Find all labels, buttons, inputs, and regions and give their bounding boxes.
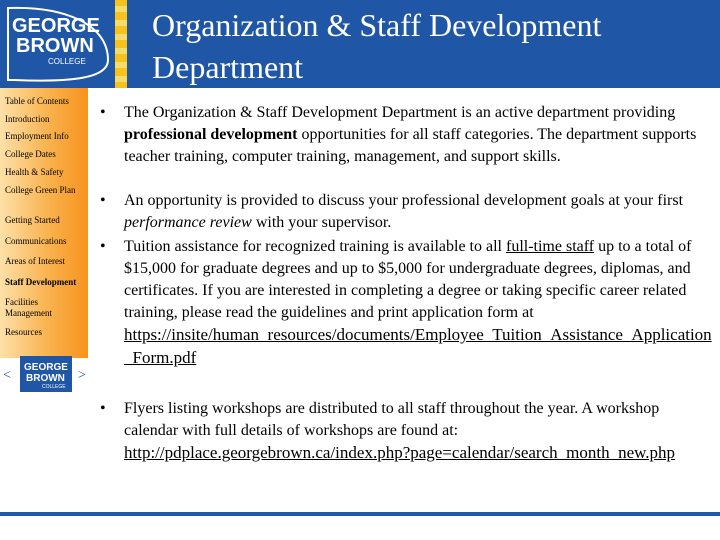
slide-navigation xyxy=(0,352,92,392)
small-logo-text-brown: BROWN xyxy=(26,373,65,384)
page-title-line1: Organization & Staff Development xyxy=(152,7,602,43)
logo-text-brown: BROWN xyxy=(16,35,94,57)
workshop-calendar-link[interactable]: http://pdplace.georgebrown.ca/index.php?page=calendar/search_month_new.php xyxy=(124,443,676,462)
header-banner xyxy=(0,0,720,88)
bullet-dot: • xyxy=(100,238,106,255)
sidebar-item-resources[interactable]: Resources xyxy=(5,327,42,337)
bullet-text: An opportunity is provided to discuss your professional development goals at your first performance review with your supervisor. xyxy=(124,192,684,231)
logo-text-college: COLLEGE xyxy=(48,57,86,66)
bullet-text: Tuition assistance for recognized training is available to all full-time staff up to a total of $15,000 for graduate degrees and up to $5,000 for undergraduate degrees, diplomas, and certificates. If you are interested in completing a degree or taking specific career related training, please read the guidelines and print application form at https://insite/human_resources/documents/Employee_Tuition_Assistance_Application_Form.pdf xyxy=(124,238,712,367)
sidebar-item-communications[interactable]: Communications xyxy=(5,236,67,246)
logo-text-george: GEORGE xyxy=(12,15,100,37)
tuition-form-link[interactable]: https://insite/human_resources/documents/Employee_Tuition_Assistance_Application_Form.pdf xyxy=(124,325,712,367)
small-college-logo xyxy=(20,356,72,392)
sidebar-item-areas-of-interest[interactable]: Areas of Interest xyxy=(5,256,65,266)
george-brown-logo xyxy=(4,4,112,84)
header-stripes xyxy=(115,0,127,88)
small-logo-text-college: COLLEGE xyxy=(42,384,66,390)
sidebar-item-facilities-management[interactable]: Facilities Management xyxy=(5,297,52,318)
previous-button[interactable]: < xyxy=(3,368,11,383)
bullet-text: Flyers listing workshops are distributed to all staff throughout the year. A workshop calendar with full details of workshops are found at: http://pdplace.georgebrown.ca/index.php?page=calendar/search_month_new.php xyxy=(124,400,676,462)
sidebar-item-college-dates[interactable]: College Dates xyxy=(5,149,56,159)
sidebar-item-introduction[interactable]: Introduction xyxy=(5,114,50,124)
sidebar-item-employment-info[interactable]: Employment Info xyxy=(5,131,69,141)
sidebar-item-health-safety[interactable]: Health & Safety xyxy=(5,167,64,177)
page-title xyxy=(152,4,712,88)
sidebar-item-staff-development[interactable]: Staff Development xyxy=(5,277,77,287)
sidebar-item-college-green-plan[interactable]: College Green Plan xyxy=(5,185,76,195)
bullet-dot: • xyxy=(100,192,106,209)
next-button[interactable]: > xyxy=(78,368,86,383)
bullet-text: The Organization & Staff Development Department is an active department providing professional development opportunities for all staff categories. The department supports teacher training, computer training, management, and support skills. xyxy=(124,104,697,165)
sidebar-item-getting-started[interactable]: Getting Started xyxy=(5,215,60,225)
bullet-dot: • xyxy=(100,400,106,417)
footer-divider xyxy=(0,512,720,516)
bullet-dot: • xyxy=(100,104,106,121)
page-title-line2: Department xyxy=(152,49,304,85)
sidebar-item-table-of-contents[interactable]: Table of Contents xyxy=(5,96,69,106)
small-logo-text-george: GEORGE xyxy=(24,362,68,373)
